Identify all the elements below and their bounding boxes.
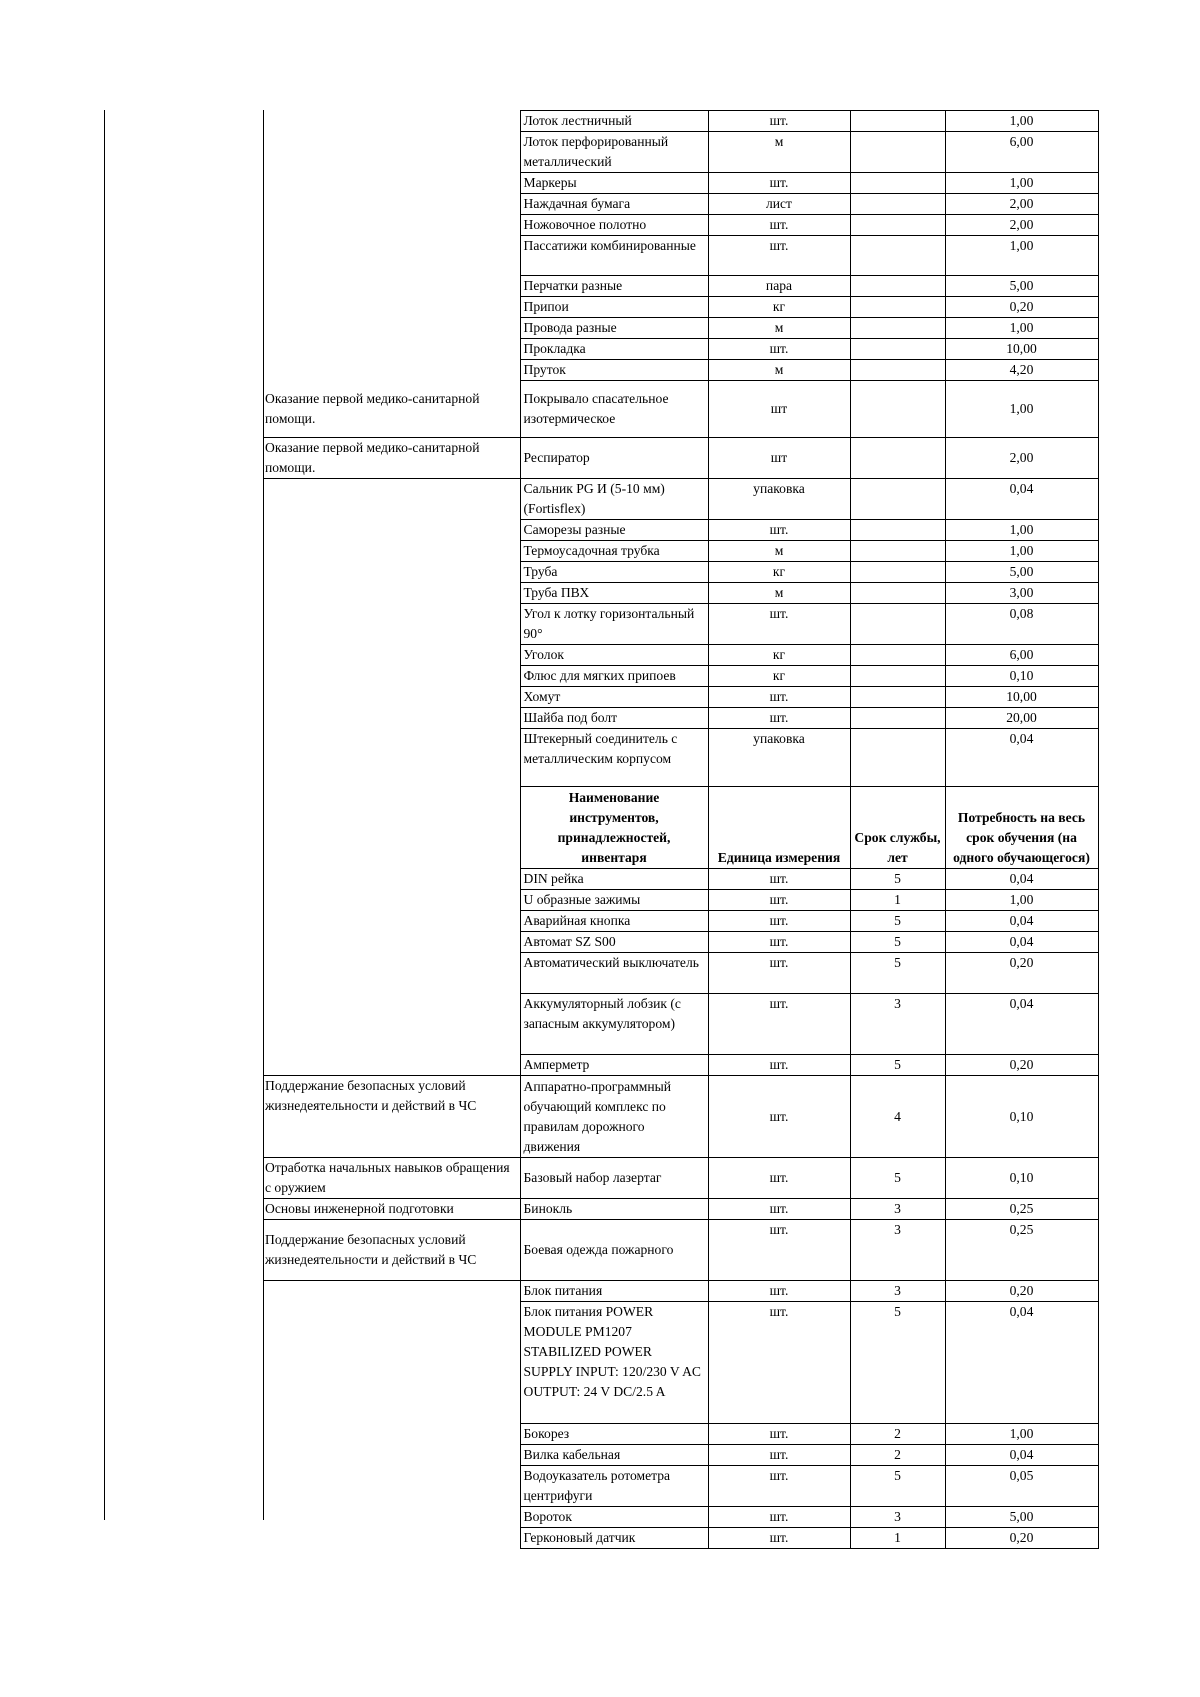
item-life: [850, 360, 945, 381]
item-unit: шт.: [708, 173, 850, 194]
item-name: Труба ПВХ: [520, 583, 708, 604]
section-cell: Поддержание безопасных условий жизнедеятельности и действий в ЧС: [263, 1076, 520, 1158]
item-name: Флюс для мягких припоев: [520, 666, 708, 687]
item-qty: 6,00: [945, 132, 1098, 173]
item-life: 1: [850, 890, 945, 911]
item-name: Автомат SZ S00: [520, 932, 708, 953]
item-unit: шт.: [708, 1507, 850, 1528]
item-name: Припои: [520, 297, 708, 318]
item-life: 5: [850, 1158, 945, 1199]
item-unit: м: [708, 132, 850, 173]
item-unit: лист: [708, 194, 850, 215]
item-name: U образные зажимы: [520, 890, 708, 911]
item-name: Амперметр: [520, 1055, 708, 1076]
item-qty: 10,00: [945, 339, 1098, 360]
item-name: Пруток: [520, 360, 708, 381]
item-name: Труба: [520, 562, 708, 583]
section-cell: [263, 111, 520, 381]
item-name: Бокорез: [520, 1424, 708, 1445]
item-qty: 4,20: [945, 360, 1098, 381]
item-unit: шт.: [708, 1158, 850, 1199]
item-name: Покрывало спасательное изотермическое: [520, 381, 708, 438]
item-life: 5: [850, 911, 945, 932]
item-unit: шт.: [708, 111, 850, 132]
item-qty: 0,20: [945, 297, 1098, 318]
item-name: Аппаратно-программный обучающий комплекс по правилам дорожного движения: [520, 1076, 708, 1158]
item-qty: 0,04: [945, 729, 1098, 787]
item-qty: 2,00: [945, 194, 1098, 215]
item-qty: 0,04: [945, 869, 1098, 890]
item-unit: шт.: [708, 1055, 850, 1076]
header-name: Наименование инструментов, принадлежностей, инвентаря: [520, 787, 708, 869]
left-margin-line: [104, 110, 105, 1520]
item-qty: 0,10: [945, 1076, 1098, 1158]
item-life: [850, 687, 945, 708]
section-cell: Оказание первой медико-санитарной помощи.: [263, 438, 520, 479]
item-life: [850, 276, 945, 297]
table-row: [263, 479, 1098, 520]
item-unit: м: [708, 583, 850, 604]
section-cell: Поддержание безопасных условий жизнедеятельности и действий в ЧС: [263, 1220, 520, 1281]
item-unit: шт.: [708, 1199, 850, 1220]
item-unit: м: [708, 318, 850, 339]
item-name: Блок питания POWER MODULE PM1207 STABILIZED POWER SUPPLY INPUT: 120/230 V AC OUTPUT: 24 V DC/2.5 A: [520, 1302, 708, 1424]
item-life: [850, 604, 945, 645]
item-name: Лоток лестничный: [520, 111, 708, 132]
item-life: 2: [850, 1424, 945, 1445]
item-unit: пара: [708, 276, 850, 297]
item-life: [850, 541, 945, 562]
item-qty: 5,00: [945, 1507, 1098, 1528]
item-qty: 1,00: [945, 318, 1098, 339]
item-unit: упаковка: [708, 479, 850, 520]
item-life: 5: [850, 869, 945, 890]
section-cell: Отработка начальных навыков обращения с оружием: [263, 1158, 520, 1199]
item-life: 5: [850, 1302, 945, 1424]
item-qty: 10,00: [945, 687, 1098, 708]
item-unit: шт.: [708, 911, 850, 932]
item-unit: шт.: [708, 994, 850, 1055]
table-row: [263, 1281, 1098, 1302]
item-life: 5: [850, 1466, 945, 1507]
section-cell: Основы инженерной подготовки: [263, 1199, 520, 1220]
table-row: [263, 438, 1098, 479]
item-qty: 1,00: [945, 541, 1098, 562]
item-unit: шт.: [708, 1076, 850, 1158]
item-unit: кг: [708, 645, 850, 666]
table-row: [263, 381, 1098, 438]
item-qty: 0,08: [945, 604, 1098, 645]
item-qty: 0,05: [945, 1466, 1098, 1507]
item-life: [850, 215, 945, 236]
item-name: Боевая одежда пожарного: [520, 1220, 708, 1281]
item-unit: шт.: [708, 339, 850, 360]
item-unit: шт.: [708, 932, 850, 953]
item-qty: 0,04: [945, 479, 1098, 520]
item-life: [850, 132, 945, 173]
item-name: Угол к лотку горизонтальный 90°: [520, 604, 708, 645]
item-name: Аварийная кнопка: [520, 911, 708, 932]
materials-table: [263, 110, 1099, 1549]
item-qty: 1,00: [945, 111, 1098, 132]
section-cell: [263, 479, 520, 1076]
item-life: [850, 111, 945, 132]
item-life: [850, 729, 945, 787]
item-name: Термоусадочная трубка: [520, 541, 708, 562]
item-name: Респиратор: [520, 438, 708, 479]
item-unit: шт.: [708, 1445, 850, 1466]
item-name: Водоуказатель ротометра центрифуги: [520, 1466, 708, 1507]
item-name: Вилка кабельная: [520, 1445, 708, 1466]
item-life: [850, 339, 945, 360]
item-life: [850, 645, 945, 666]
item-qty: 0,10: [945, 1158, 1098, 1199]
item-life: 5: [850, 1055, 945, 1076]
item-name: Автоматический выключатель: [520, 953, 708, 994]
item-life: 3: [850, 1507, 945, 1528]
item-unit: шт.: [708, 953, 850, 994]
item-life: 3: [850, 1281, 945, 1302]
item-life: [850, 562, 945, 583]
item-life: [850, 520, 945, 541]
item-qty: 0,04: [945, 1302, 1098, 1424]
header-unit: Единица измерения: [708, 787, 850, 869]
item-unit: шт.: [708, 687, 850, 708]
item-qty: 1,00: [945, 520, 1098, 541]
item-qty: 5,00: [945, 276, 1098, 297]
item-unit: шт: [708, 438, 850, 479]
item-life: [850, 173, 945, 194]
item-qty: 20,00: [945, 708, 1098, 729]
item-life: [850, 194, 945, 215]
table-row: [263, 1220, 1098, 1281]
item-life: 2: [850, 1445, 945, 1466]
item-unit: шт.: [708, 215, 850, 236]
item-unit: м: [708, 541, 850, 562]
item-qty: 1,00: [945, 236, 1098, 276]
item-name: Саморезы разные: [520, 520, 708, 541]
section-cell: Оказание первой медико-санитарной помощи.: [265, 390, 480, 426]
item-qty: 6,00: [945, 645, 1098, 666]
item-unit: шт: [708, 381, 850, 438]
item-unit: шт.: [708, 1528, 850, 1549]
item-name: Герконовый датчик: [520, 1528, 708, 1549]
item-qty: 0,20: [945, 1281, 1098, 1302]
item-life: [850, 297, 945, 318]
item-qty: 0,20: [945, 953, 1098, 994]
item-qty: 1,00: [945, 381, 1098, 438]
item-name: Провода разные: [520, 318, 708, 339]
item-unit: шт.: [708, 604, 850, 645]
item-life: 1: [850, 1528, 945, 1549]
item-life: [850, 438, 945, 479]
item-unit: шт.: [708, 1220, 850, 1281]
item-name: Наждачная бумага: [520, 194, 708, 215]
item-unit: упаковка: [708, 729, 850, 787]
item-qty: 2,00: [945, 438, 1098, 479]
item-name: Ножовочное полотно: [520, 215, 708, 236]
item-name: Маркеры: [520, 173, 708, 194]
item-qty: 1,00: [945, 1424, 1098, 1445]
item-name: Шайба под болт: [520, 708, 708, 729]
table-row: [263, 1158, 1098, 1199]
item-name: Перчатки разные: [520, 276, 708, 297]
item-life: 3: [850, 994, 945, 1055]
item-unit: шт.: [708, 520, 850, 541]
item-name: Сальник PG И (5-10 мм) (Fortisflex): [520, 479, 708, 520]
item-unit: шт.: [708, 236, 850, 276]
header-life: Срок службы, лет: [850, 787, 945, 869]
item-qty: 0,04: [945, 1445, 1098, 1466]
item-life: 5: [850, 932, 945, 953]
item-qty: 5,00: [945, 562, 1098, 583]
item-name: Вороток: [520, 1507, 708, 1528]
item-life: 4: [850, 1076, 945, 1158]
item-name: Базовый набор лазертаг: [520, 1158, 708, 1199]
item-life: [850, 381, 945, 438]
item-qty: 1,00: [945, 890, 1098, 911]
item-life: 5: [850, 953, 945, 994]
item-qty: 0,04: [945, 994, 1098, 1055]
item-qty: 2,00: [945, 215, 1098, 236]
item-qty: 0,25: [945, 1199, 1098, 1220]
item-name: Штекерный соединитель с металлическим корпусом: [520, 729, 708, 787]
item-unit: м: [708, 360, 850, 381]
item-unit: кг: [708, 666, 850, 687]
item-name: Лоток перфорированный металлический: [520, 132, 708, 173]
item-name: Уголок: [520, 645, 708, 666]
item-name: Аккумуляторный лобзик (с запасным аккумулятором): [520, 994, 708, 1055]
table-row: [263, 1199, 1098, 1220]
item-life: [850, 583, 945, 604]
item-qty: 0,10: [945, 666, 1098, 687]
item-name: DIN рейка: [520, 869, 708, 890]
item-unit: шт.: [708, 708, 850, 729]
item-qty: 0,20: [945, 1055, 1098, 1076]
header-qty: Потребность на весь срок обучения (на одного обучающегося): [945, 787, 1098, 869]
table-row: [263, 1076, 1098, 1158]
item-life: [850, 708, 945, 729]
table-row: [263, 111, 1098, 132]
item-life: [850, 666, 945, 687]
item-name: Блок питания: [520, 1281, 708, 1302]
item-name: Хомут: [520, 687, 708, 708]
item-life: [850, 318, 945, 339]
item-qty: 0,04: [945, 911, 1098, 932]
item-unit: шт.: [708, 869, 850, 890]
item-unit: кг: [708, 297, 850, 318]
item-qty: 3,00: [945, 583, 1098, 604]
item-unit: шт.: [708, 1424, 850, 1445]
item-life: 3: [850, 1220, 945, 1281]
item-unit: шт.: [708, 890, 850, 911]
item-unit: шт.: [708, 1302, 850, 1424]
item-life: 3: [850, 1199, 945, 1220]
item-life: [850, 236, 945, 276]
item-name: Прокладка: [520, 339, 708, 360]
item-life: [850, 479, 945, 520]
item-unit: шт.: [708, 1466, 850, 1507]
item-name: Бинокль: [520, 1199, 708, 1220]
item-unit: кг: [708, 562, 850, 583]
item-qty: 1,00: [945, 173, 1098, 194]
item-qty: 0,04: [945, 932, 1098, 953]
item-qty: 0,20: [945, 1528, 1098, 1549]
item-qty: 0,25: [945, 1220, 1098, 1281]
item-name: Пассатижи комбинированные: [520, 236, 708, 276]
section-cell: [263, 1281, 520, 1549]
item-unit: шт.: [708, 1281, 850, 1302]
